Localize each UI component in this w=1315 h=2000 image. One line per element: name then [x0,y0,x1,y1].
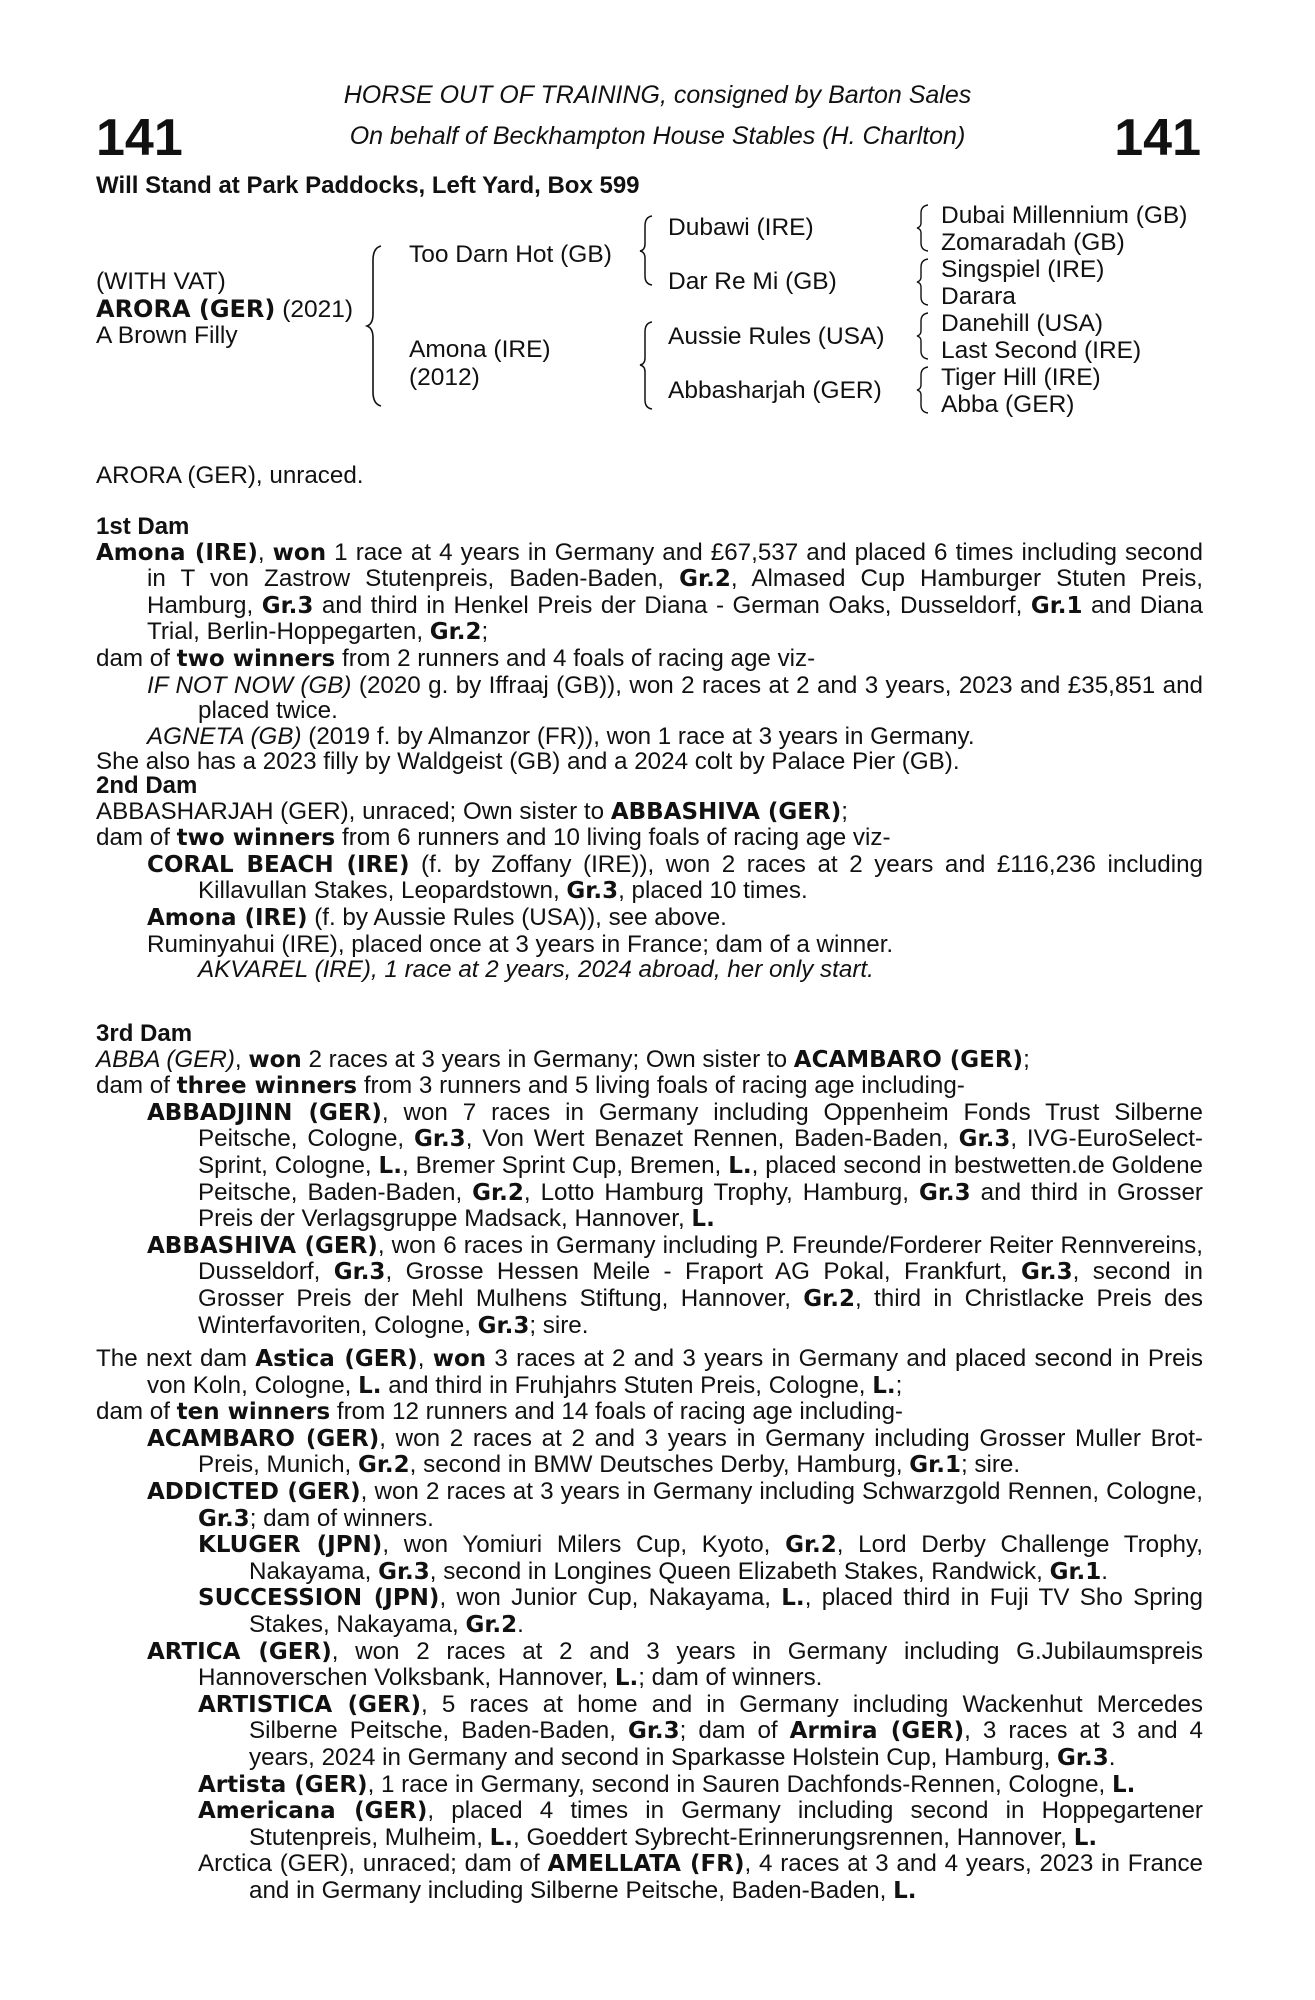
second-dam-heading: 2nd Dam [96,772,198,799]
pedigree-main-brace [365,244,395,409]
third-dam-record: ABBA (GER), won 2 races at 3 years in Germany; Own sister to ACAMBARO (GER); [96,1045,1030,1073]
ggs-2: Singspiel (IRE) [941,256,1105,283]
race-record-intro: ARORA (GER), unraced. [96,462,364,489]
ggs-4: Tiger Hill (IRE) [941,364,1101,391]
produce-entry: Arctica (GER), unraced; dam of AMELLATA (FR), 4 races at 3 and 4 years, 2023 in France and in Germany including Silberne Peitsche, Baden-Baden, L. [198,1850,1203,1904]
produce-entry: AGNETA (GB) (2019 f. by Almanzor (FR)), won 1 race at 3 years in Germany. [147,722,975,750]
second-dam-produce-summary: dam of two winners from 6 runners and 10 living foals of racing age viz- [96,824,891,852]
sire-sire: Dubawi (IRE) [668,214,814,241]
dam-dam: Abbasharjah (GER) [668,377,882,404]
next-dam-record: The next dam Astica (GER), won 3 races at 2 and 3 years in Germany and placed second in Preis von Koln, Cologne, L. and third in Fruhjahrs Stuten Preis, Cologne, L.; [96,1345,1204,1399]
produce-entry: Ruminyahui (IRE), placed once at 3 years in France; dam of a winner. [147,930,894,958]
vat-note: (WITH VAT) [96,268,226,295]
produce-entry: ACAMBARO (GER), won 2 races at 2 and 3 years in Germany including Grosser Muller Brot-Preis, Munich, Gr.2, second in BMW Deutsches Derby, Hamburg, Gr.1; sire. [147,1424,1203,1479]
dam-year: (2012) [409,364,480,391]
next-dam-section [96,1346,1203,1904]
produce-entry: ADDICTED (GER), won 2 races at 3 years in Germany including Schwarzgold Rennen, Cologne, Gr.3; dam of winners. [147,1477,1203,1532]
ggd-3: Last Second (IRE) [941,337,1142,364]
first-dam-record: Amona (IRE), won 1 race at 4 years in Germany and £67,537 and placed 6 times including second in T von Zastrow Stutenpreis, Baden-Baden, Gr.2, Almased Cup Hamburger Stuten Preis, Hamburg, Gr.3 and third in Henkel Preis der Diana - German Oaks, Dusseldorf, Gr.1 and Diana Trial, Berlin-Hoppegarten, Gr.2; [96,538,1204,646]
dam-sire: Aussie Rules (USA) [668,323,885,350]
lot-number-right: 141 [1114,109,1201,167]
consignor-line: On behalf of Beckhampton House Stables (H. Charlton) [349,122,966,150]
ggs-1: Dubai Millennium (GB) [941,202,1188,229]
sire: Too Darn Hot (GB) [409,241,612,268]
produce-entry: AKVAREL (IRE), 1 race at 2 years, 2024 abroad, her only start. [198,956,874,984]
produce-entry: CORAL BEACH (IRE) (f. by Zoffany (IRE)), won 2 races at 2 years and £116,236 including Killavullan Stakes, Leopardstown, Gr.3, placed 10 times. [147,850,1203,905]
first-dam-heading: 1st Dam [96,513,190,540]
produce-entry: SUCCESSION (JPN), won Junior Cup, Nakayama, L., placed third in Fuji TV Sho Spring Stakes, Nakayama, Gr.2. [198,1584,1203,1638]
horse-year: (2021) [282,296,354,323]
produce-entry: KLUGER (JPN), won Yomiuri Milers Cup, Kyoto, Gr.2, Lord Derby Challenge Trophy, Nakayama, Gr.3, second in Longines Queen Elizabeth Stakes, Randwick, Gr.1. [198,1531,1203,1585]
produce-entry: IF NOT NOW (GB) (2020 g. by Iffraaj (GB)), won 2 races at 2 and 3 years, 2023 and £35,851 and placed twice. [147,671,1203,725]
produce-entry: ARTICA (GER), won 2 races at 2 and 3 years in Germany including G.Jubilaumspreis Hannoverschen Volksbank, Hannover, L.; dam of winners. [147,1637,1203,1692]
produce-entry: ABBADJINN (GER), won 7 races in Germany including Oppenheim Fonds Trust Silberne Peitsche, Cologne, Gr.3, Von Wert Benazet Rennen, Baden-Baden, Gr.3, IVG-EuroSelect-Sprint, Cologne, L., Bremer Sprint Cup, Bremen, L., placed second in bestwetten.de Goldene Peitsche, Baden-Baden, Gr.2, Lotto Hamburg Trophy, Hamburg, Gr.3 and third in Grosser Preis der Verlagsgruppe Madsack, Hannover, L. [147,1098,1203,1233]
horse-sex: A Brown Filly [96,322,238,349]
third-dam-produce-summary: dam of three winners from 3 runners and 5 living foals of racing age including- [96,1072,965,1100]
second-dam-record: ABBASHARJAH (GER), unraced; Own sister to ABBASHIVA (GER); [96,797,848,825]
third-dam-heading: 3rd Dam [96,1020,193,1047]
sire-brace [638,214,664,286]
brace-gen3-2 [915,257,939,307]
ggd-1: Zomaradah (GB) [941,229,1125,256]
brace-gen3-1 [915,203,939,253]
produce-entry: ARTISTICA (GER), 5 races at home and in Germany including Wackenhut Mercedes Silberne Peitsche, Baden-Baden, Gr.3; dam of Armira (GER), 3 races at 3 and 4 years, 2024 in Germany and second in Sparkasse Holstein Cup, Hamburg, Gr.3. [198,1690,1204,1771]
third-dam-section [96,1021,1203,1339]
first-dam-produce-summary: dam of two winners from 2 runners and 4 foals of racing age viz- [96,644,816,672]
stand-location: Will Stand at Park Paddocks, Left Yard, Box 599 [96,172,640,199]
produce-entry: ABBASHIVA (GER), won 6 races in Germany including P. Freunde/Forderer Reiter Rennvereins, Dusseldorf, Gr.3, Grosse Hessen Meile - Fraport AG Pokal, Frankfurt, Gr.3, second in Grosser Preis der Mehl Mulhens Stiftung, Hannover, Gr.2, third in Christlacke Preis des Winterfavoriten, Cologne, Gr.3; sire. [147,1231,1203,1339]
produce-entry: Artista (GER), 1 race in Germany, second in Sauren Dachfonds-Rennen, Cologne, L. [198,1770,1136,1798]
next-dam-produce-summary: dam of ten winners from 12 runners and 14 foals of racing age including- [96,1398,903,1426]
produce-entry: Americana (GER), placed 4 times in Germany including second in Hoppegartener Stutenpreis, Mulheim, L., Goeddert Sybrecht-Erinnerungsrennen, Hannover, L. [198,1797,1203,1851]
brace-gen3-4 [915,365,939,415]
horse-name-line [96,295,353,324]
horse-name: ARORA (GER) [96,295,276,323]
ggd-2: Darara [941,283,1016,310]
produce-note: She also has a 2023 filly by Waldgeist (GB) and a 2024 colt by Palace Pier (GB). [96,748,960,776]
lot-number-left: 141 [96,109,183,167]
ggd-4: Abba (GER) [941,391,1075,418]
consignment-title: HORSE OUT OF TRAINING, consigned by Barton Sales [343,81,972,109]
first-dam-section [96,514,1203,775]
ggs-3: Danehill (USA) [941,310,1104,337]
produce-entry: Amona (IRE) (f. by Aussie Rules (USA)), see above. [147,903,727,931]
dam-brace [638,320,664,410]
second-dam-section [96,773,1203,983]
brace-gen3-3 [915,311,939,361]
dam: Amona (IRE) [409,336,551,363]
sire-dam: Dar Re Mi (GB) [668,268,837,295]
